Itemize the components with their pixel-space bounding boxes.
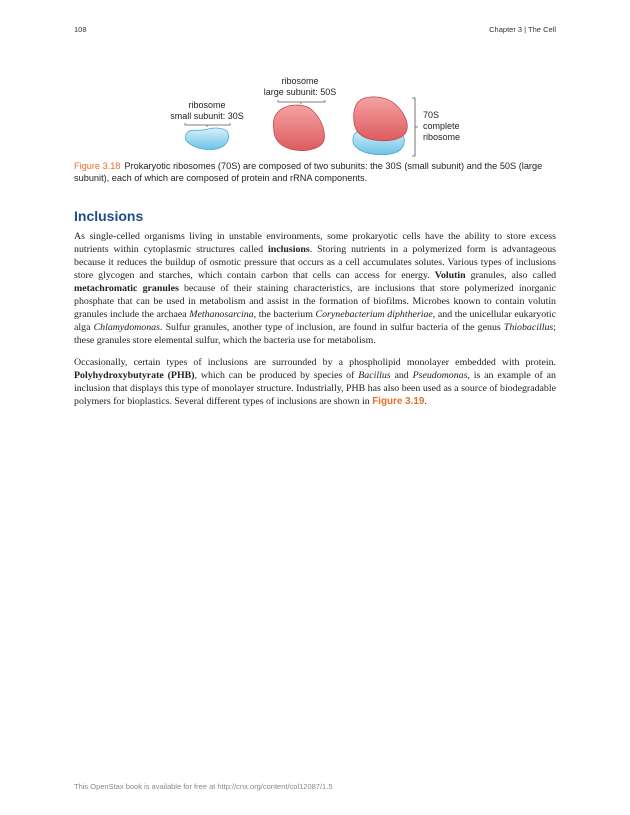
key-term-phb: Polyhydroxybutyrate (PHB)	[74, 370, 195, 381]
paragraph-inclusions	[74, 230, 556, 347]
figure-caption	[74, 160, 556, 184]
large-subunit-label	[255, 76, 345, 98]
section-heading: Inclusions	[74, 208, 144, 224]
large-subunit-bracket	[278, 100, 325, 104]
species-chlamydomonas: Chlamydomonas	[93, 322, 160, 333]
key-term-volutin: Volutin	[434, 270, 466, 281]
species-corynebacterium: Corynebacterium diphtheriae	[315, 309, 433, 320]
ribosome-figure	[160, 70, 480, 160]
complete-ribosome-label-line1: 70S	[423, 110, 440, 120]
large-subunit-label-line2: large subunit: 50S	[263, 87, 337, 97]
small-subunit-label-line2: small subunit: 30S	[170, 111, 244, 121]
complete-ribosome-label-line3: ribosome	[423, 132, 461, 142]
genus-pseudomonas: Pseudomonas	[412, 370, 468, 381]
genus-thiobacillus: Thiobacillus	[503, 322, 554, 333]
small-subunit-30s-shape	[185, 128, 228, 150]
figure-caption-text: Prokaryotic ribosomes (70S) are composed of two subunits: the 30S (small subunit) and the 50S (large subunit), each of which are composed of protein and rRNA components.	[74, 161, 543, 183]
complete-ribosome-label	[423, 110, 483, 143]
page-number: 108	[74, 25, 87, 34]
large-subunit-50s-shape	[273, 105, 324, 150]
text-run: granules, also called	[465, 270, 557, 281]
figure-ref-label: Figure 3.18	[74, 161, 121, 171]
chapter-header: Chapter 3 | The Cell	[489, 25, 556, 34]
text-run: , is an example of an inclusion that displays this type of monolayer structure. Industrially, PHB has also been used as a source of biodegradable polymers for bioplastics. Several different types of inclusions are shown in	[74, 370, 556, 407]
key-term-metachromatic-granules: metachromatic granules	[74, 283, 179, 294]
text-run: , the bacterium	[253, 309, 316, 320]
small-subunit-label	[162, 100, 252, 122]
text-run: , which can be produced by species of	[194, 370, 359, 381]
large-subunit-label-line1: ribosome	[281, 76, 319, 86]
genus-bacillus: Bacillus	[358, 370, 391, 381]
text-run: because of their staining characteristics, are inclusions that store polymerized inorganic phosphate that can be used in metabolism and assist in the formation of biofilms. Microbes known to contain volutin granules include the archaea	[74, 283, 556, 320]
small-subunit-bracket	[185, 123, 230, 127]
text-run: .	[424, 396, 427, 407]
complete-ribosome-label-line2: complete	[423, 121, 460, 131]
complete-70s-large-part	[354, 97, 408, 141]
page-footer: This OpenStax book is available for free at http://cnx.org/content/col12087/1.5	[74, 782, 333, 791]
complete-70s-bracket	[412, 98, 418, 156]
text-run: ; these granules store elemental sulfur, which the bacteria use for metabolism.	[74, 322, 556, 346]
species-methanosarcina: Methanosarcina	[189, 309, 254, 320]
small-subunit-label-line1: ribosome	[188, 100, 226, 110]
figure-3-19-link[interactable]: Figure 3.19	[372, 396, 425, 407]
paragraph-phb	[74, 356, 556, 408]
text-run: Occasionally, certain types of inclusions are surrounded by a phospholipid monolayer embedded with protein.	[74, 357, 556, 368]
text-run: , and the unicellular eukaryotic alga	[74, 309, 556, 333]
key-term-inclusions: inclusions	[268, 244, 310, 255]
text-run: . Sulfur granules, another type of inclusion, are found in sulfur bacteria of the genus	[159, 322, 504, 333]
text-run: As single-celled organisms living in unstable environments, some prokaryotic cells have the ability to store excess nutrients within cytoplasmic structures called	[74, 231, 556, 255]
text-run: and	[390, 370, 413, 381]
text-run: . Storing nutrients in a polymerized form is advantageous because it reduces the buildup of osmotic pressure that occurs as a cell accumulates solutes. Various types of inclusions store glycogen and starches, which contain carbon that cells can access for energy.	[74, 244, 556, 281]
